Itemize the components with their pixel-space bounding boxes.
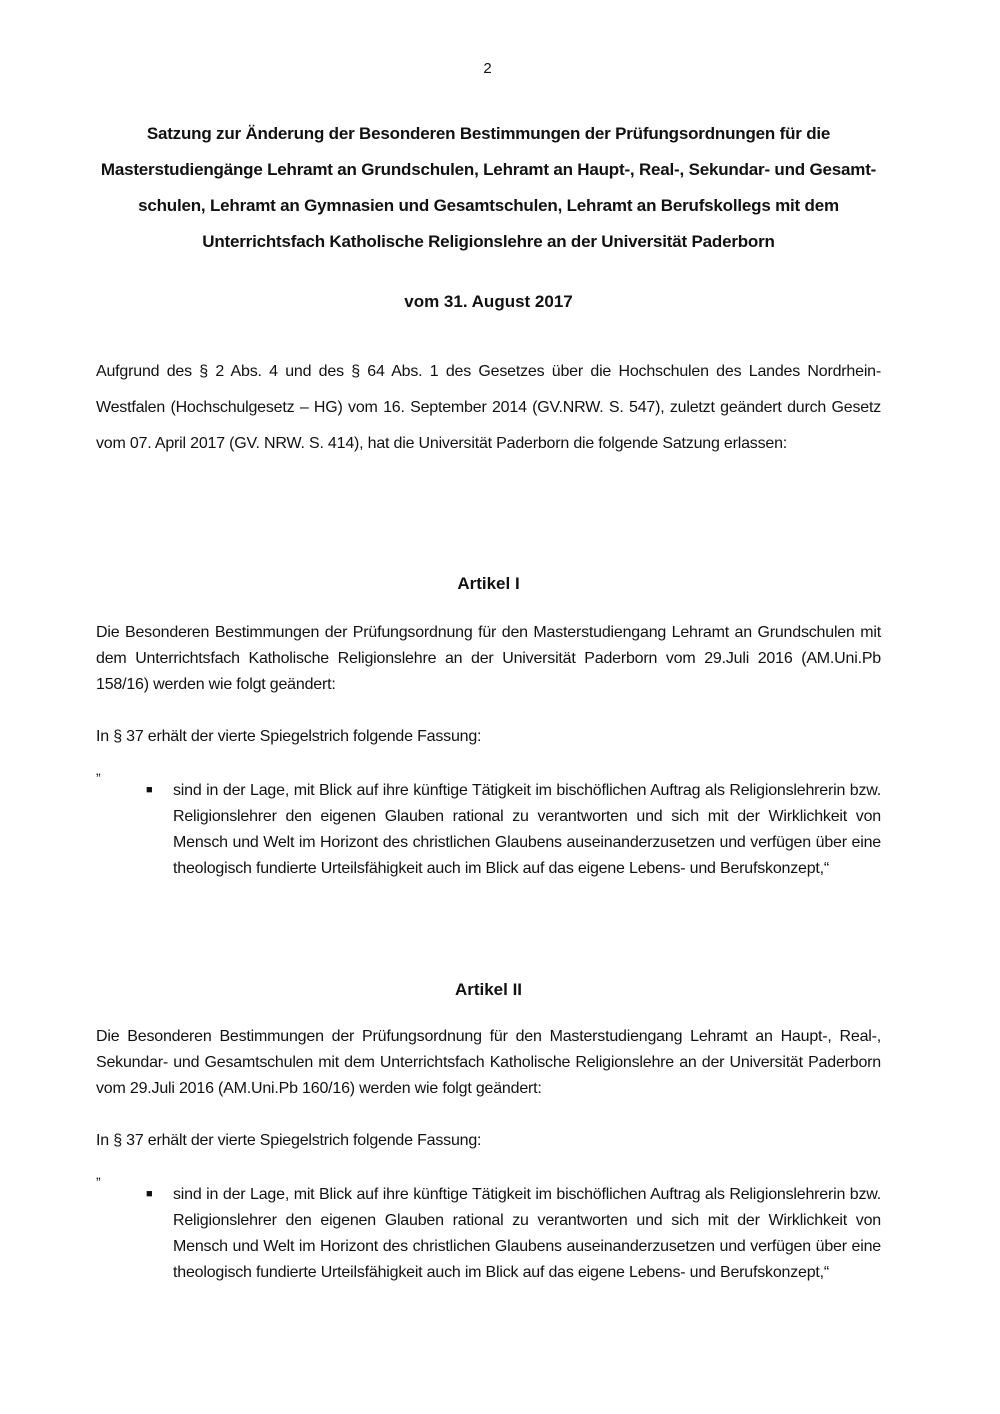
- square-bullet-icon: ■: [146, 784, 153, 796]
- page-number: 2: [483, 60, 492, 77]
- title-line: schulen, Lehramt an Gymnasien und Gesamtschulen, Lehramt an Berufskollegs mit dem: [138, 196, 839, 215]
- article-2-heading: Artikel II: [454, 980, 523, 999]
- article-2-quote-open: „: [96, 1166, 101, 1182]
- title-line: Satzung zur Änderung der Besonderen Bestimmungen der Prüfungsordnungen für die: [146, 124, 831, 143]
- article-1-body: Die Besonderen Bestimmungen der Prüfungsordnung für den Masterstudiengang Lehramt an Grundschulen mit dem Unterrichtsfach Katholische Religionslehre an der Universität Paderborn vom 29.Juli 2016 (AM.Uni.Pb 158/16) werden wie folgt geändert:: [96, 624, 881, 693]
- article-2-body: Die Besonderen Bestimmungen der Prüfungsordnung für den Masterstudiengang Lehramt an Haupt-, Real-, Sekundar- und Gesamtschulen mit dem Unterrichtsfach Katholische Religionslehre an der Universität Paderborn vom 29.Juli 2016 (AM.Uni.Pb 160/16) werden wie folgt geändert:: [96, 1028, 881, 1097]
- title-line: Unterrichtsfach Katholische Religionslehre an der Universität Paderborn: [202, 232, 775, 251]
- square-bullet-icon: ■: [146, 1188, 153, 1200]
- document-date: vom 31. August 2017: [404, 292, 573, 311]
- article-1-instruction: In § 37 erhält der vierte Spiegelstrich folgende Fassung:: [96, 728, 482, 745]
- intro-paragraph: Aufgrund des § 2 Abs. 4 und des § 64 Abs. 1 des Gesetzes über die Hochschulen des Landes Nordrhein-Westfalen (Hochschulgesetz – HG) vom 16. September 2014 (GV.NRW. S. 547), zuletzt geändert durch Gesetz vom 07. April 2017 (GV. NRW. S. 414), hat die Universität Paderborn die folgende Satzung erlassen:: [96, 363, 881, 452]
- article-2-bullet-text: sind in der Lage, mit Blick auf ihre künftige Tätigkeit im bischöflichen Auftrag als Religionslehrerin bzw. Religionslehrer den eigenen Glauben rational zu verantworten und sich mit der Wirklichkeit von Mensch und Welt im Horizont des christlichen Glaubens auseinanderzusetzen und verfügen über eine theologisch fundierte Urteilsfähigkeit auch im Blick auf das eigene Lebens- und Berufskonzept,“: [173, 1186, 881, 1281]
- article-1-quote-open: „: [96, 762, 101, 778]
- document-title: [96, 116, 881, 260]
- article-1-bullet-text: sind in der Lage, mit Blick auf ihre künftige Tätigkeit im bischöflichen Auftrag als Religionslehrerin bzw. Religionslehrer den eigenen Glauben rational zu verantworten und sich mit der Wirklichkeit von Mensch und Welt im Horizont des christlichen Glaubens auseinanderzusetzen und verfügen über eine theologisch fundierte Urteilsfähigkeit auch im Blick auf das eigene Lebens- und Berufskonzept,“: [173, 782, 881, 877]
- title-line: Masterstudiengänge Lehramt an Grundschulen, Lehramt an Haupt-, Real-, Sekundar- und Gesamt-: [100, 160, 877, 179]
- article-2-instruction: In § 37 erhält der vierte Spiegelstrich folgende Fassung:: [96, 1132, 482, 1149]
- article-1-heading: Artikel I: [457, 574, 520, 593]
